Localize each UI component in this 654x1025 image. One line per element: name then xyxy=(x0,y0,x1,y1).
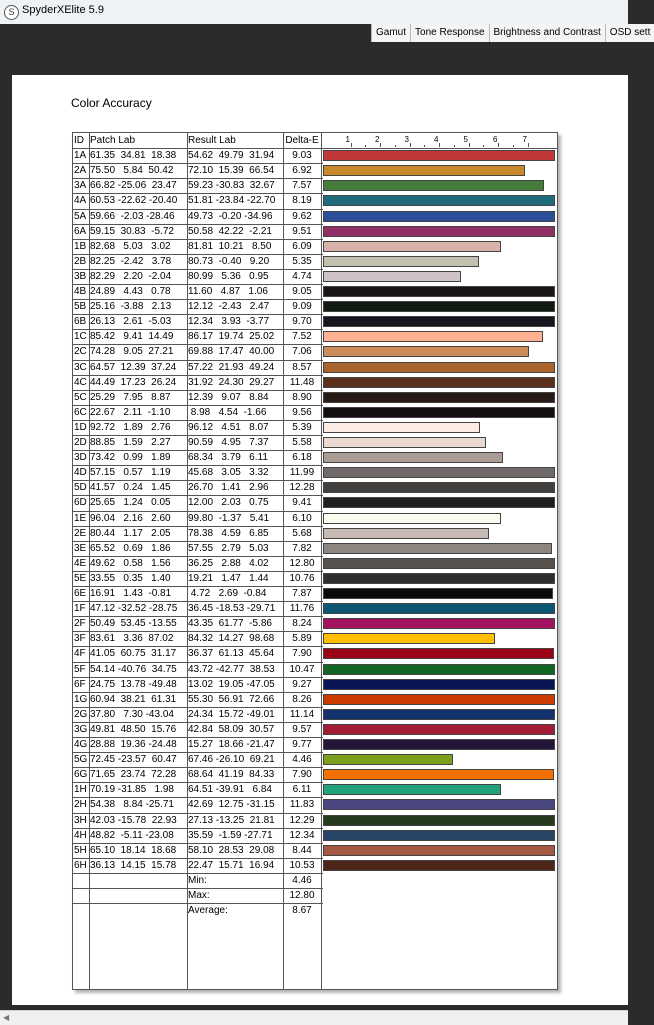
row-result-lab: 27.13 -13.25 21.81 xyxy=(188,814,275,826)
delta-e-bar xyxy=(323,815,555,826)
row-id: 1C xyxy=(74,331,87,343)
delta-e-bar xyxy=(323,558,555,569)
row-patch-lab: 24.89 4.43 0.78 xyxy=(90,286,171,297)
delta-e-bar xyxy=(323,437,486,448)
delta-e-bar xyxy=(323,331,543,342)
row-id: 3D xyxy=(74,452,87,464)
row-patch-lab: 61.35 34.81 18.38 xyxy=(90,150,177,162)
row-id: 1E xyxy=(74,512,87,524)
delta-e-bar xyxy=(323,422,480,433)
row-delta-e: 5.89 xyxy=(292,633,312,645)
row-result-lab: 90.59 4.95 7.37 xyxy=(188,437,269,448)
row-patch-lab: 50.49 53.45 -13.55 xyxy=(90,618,177,630)
row-delta-e: 8.44 xyxy=(292,844,312,856)
row-id: 2G xyxy=(74,708,88,720)
scale-tick-mark xyxy=(528,143,529,147)
row-id: 6B xyxy=(74,316,87,328)
delta-e-bar xyxy=(323,769,554,780)
row-patch-lab: 82.29 2.20 -2.04 xyxy=(90,270,172,282)
row-patch-lab: 83.61 3.36 87.02 xyxy=(90,633,174,645)
row-delta-e: 12.34 xyxy=(289,829,315,841)
row-id: 4C xyxy=(74,376,87,388)
delta-e-bar xyxy=(323,150,555,161)
row-delta-e: 7.87 xyxy=(292,588,312,599)
row-patch-lab: 60.94 38.21 61.31 xyxy=(90,693,177,705)
row-result-lab: 68.64 41.19 84.33 xyxy=(188,769,275,781)
row-delta-e: 12.80 xyxy=(289,557,315,569)
row-id: 3B xyxy=(74,270,87,282)
row-result-lab: 67.46 -26.10 69.21 xyxy=(188,754,275,766)
row-result-lab: 24.34 15.72 -49.01 xyxy=(188,708,275,720)
row-patch-lab: 22.67 2.11 -1.10 xyxy=(90,406,171,418)
row-patch-lab: 36.13 14.15 15.78 xyxy=(90,859,177,871)
row-delta-e: 9.57 xyxy=(292,723,312,735)
delta-e-bar xyxy=(323,709,555,720)
row-patch-lab: 65.52 0.69 1.86 xyxy=(90,542,171,554)
row-patch-lab: 41.57 0.24 1.45 xyxy=(90,482,171,494)
row-delta-e: 6.11 xyxy=(292,784,312,796)
row-delta-e: 8.57 xyxy=(292,361,312,373)
row-id: 1B xyxy=(74,240,87,252)
tab-gamut[interactable]: Gamut xyxy=(371,24,410,42)
row-result-lab: 26.70 1.41 2.96 xyxy=(188,482,269,494)
delta-e-bar xyxy=(323,633,495,644)
row-result-lab: 43.35 61.77 -5.86 xyxy=(188,618,272,630)
delta-e-bar xyxy=(323,860,555,871)
row-id: 3F xyxy=(74,633,86,645)
row-id: 2E xyxy=(74,527,87,539)
row-patch-lab: 70.19 -31.85 1.98 xyxy=(90,784,174,796)
row-delta-e: 7.57 xyxy=(292,180,312,192)
row-patch-lab: 57.15 0.57 1.19 xyxy=(90,467,171,479)
row-id: 3G xyxy=(74,723,88,735)
row-id: 5D xyxy=(74,482,87,494)
row-id: 5H xyxy=(74,844,87,856)
row-result-lab: 81.81 10.21 8.50 xyxy=(188,240,272,252)
row-result-lab: 36.45 -18.53 -29.71 xyxy=(188,603,276,615)
row-id: 1A xyxy=(74,150,87,162)
summary-value: 12.80 xyxy=(289,890,315,901)
window-title: SpyderXElite 5.9 xyxy=(22,4,104,16)
row-patch-lab: 71.65 23.74 72.28 xyxy=(90,769,177,781)
column-divider xyxy=(321,133,322,989)
row-patch-lab: 48.82 -5.11 -23.08 xyxy=(90,829,174,841)
row-patch-lab: 24.75 13.78 -49.48 xyxy=(90,678,177,690)
row-id: 4G xyxy=(74,739,88,750)
row-result-lab: 43.72 -42.77 38.53 xyxy=(188,663,275,675)
row-id: 6H xyxy=(74,859,87,871)
row-result-lab: 15.27 18.66 -21.47 xyxy=(188,739,275,750)
row-delta-e: 10.53 xyxy=(289,859,315,871)
tab-tone-response[interactable]: Tone Response xyxy=(410,24,489,42)
row-id: 6D xyxy=(74,497,87,509)
row-delta-e: 9.62 xyxy=(292,210,312,222)
row-result-lab: 8.98 4.54 -1.66 xyxy=(188,406,267,418)
row-patch-lab: 66.82 -25.06 23.47 xyxy=(90,180,177,192)
row-patch-lab: 82.68 5.03 3.02 xyxy=(90,240,171,252)
delta-e-bar xyxy=(323,452,503,463)
row-result-lab: 31.92 24.30 29.27 xyxy=(188,376,275,388)
tab-bar xyxy=(0,24,651,42)
delta-e-bar xyxy=(323,346,529,357)
delta-e-bar xyxy=(323,830,555,841)
row-patch-lab: 73.42 0.99 1.89 xyxy=(90,452,171,464)
row-result-lab: 59.23 -30.83 32.67 xyxy=(188,180,275,192)
scale-tick-label: 2 xyxy=(375,135,380,144)
scale-tick-label: 5 xyxy=(463,135,468,144)
row-patch-lab: 59.15 30.83 -5.72 xyxy=(90,225,174,237)
row-patch-lab: 64.57 12.39 37.24 xyxy=(90,361,177,373)
row-delta-e: 11.83 xyxy=(289,799,315,811)
row-patch-lab: 59.66 -2.03 -28.46 xyxy=(90,210,175,222)
row-result-lab: 42.69 12.75 -31.15 xyxy=(188,799,275,811)
row-delta-e: 9.70 xyxy=(292,316,312,328)
delta-e-bar xyxy=(323,241,501,252)
row-id: 3E xyxy=(74,542,87,554)
summary-value: 8.67 xyxy=(292,905,312,917)
delta-e-bar xyxy=(323,799,555,810)
summary-value: 4.46 xyxy=(292,874,312,886)
row-delta-e: 5.39 xyxy=(292,421,312,433)
row-result-lab: 45.68 3.05 3.32 xyxy=(188,467,269,479)
row-result-lab: 4.72 2.69 -0.84 xyxy=(188,588,267,599)
delta-e-bar xyxy=(323,286,555,297)
delta-e-bar xyxy=(323,754,453,765)
delta-e-bar xyxy=(323,195,555,206)
row-delta-e: 8.26 xyxy=(292,693,312,705)
row-delta-e: 9.51 xyxy=(292,225,312,237)
header-delta-e: Delta-E xyxy=(285,135,319,146)
row-delta-e: 11.14 xyxy=(289,708,315,720)
row-patch-lab: 26.13 2.61 -5.03 xyxy=(90,316,172,328)
delta-e-bar xyxy=(323,301,555,312)
tab-list xyxy=(371,24,654,42)
row-patch-lab: 60.53 -22.62 -20.40 xyxy=(90,195,178,207)
horizontal-scrollbar[interactable] xyxy=(0,1010,628,1025)
delta-e-bar xyxy=(323,648,554,659)
row-patch-lab: 72.45 -23.57 60.47 xyxy=(90,754,177,766)
delta-e-bar xyxy=(323,543,552,554)
row-delta-e: 9.56 xyxy=(292,406,312,418)
row-delta-e: 5.68 xyxy=(292,527,312,539)
delta-e-bar xyxy=(323,724,555,735)
row-id: 5E xyxy=(74,572,87,584)
delta-e-bar xyxy=(323,618,555,629)
row-id: 4H xyxy=(74,829,87,841)
row-delta-e: 6.18 xyxy=(292,452,312,464)
summary-label: Max: xyxy=(188,890,210,901)
row-id: 6G xyxy=(74,769,88,781)
delta-e-bar xyxy=(323,271,461,282)
row-delta-e: 9.09 xyxy=(292,301,312,313)
scale-minor-tick xyxy=(424,145,425,147)
delta-e-bar xyxy=(323,845,555,856)
header-patch-lab: Patch Lab xyxy=(90,135,136,146)
row-patch-lab: 96.04 2.16 2.60 xyxy=(90,512,171,524)
row-result-lab: 42.84 58.09 30.57 xyxy=(188,723,275,735)
row-result-lab: 49.73 -0.20 -34.96 xyxy=(188,210,273,222)
row-result-lab: 36.37 61.13 45.64 xyxy=(188,648,275,660)
row-result-lab: 72.10 15.39 66.54 xyxy=(188,165,275,177)
row-patch-lab: 80.44 1.17 2.05 xyxy=(90,527,171,539)
row-delta-e: 9.77 xyxy=(292,739,312,750)
scroll-left-arrow-icon[interactable]: ◀ xyxy=(3,1013,10,1022)
row-result-lab: 64.51 -39.91 6.84 xyxy=(188,784,272,796)
scale-tick-label: 4 xyxy=(434,135,439,144)
row-patch-lab: 42.03 -15.78 22.93 xyxy=(90,814,177,826)
scale-minor-tick xyxy=(365,145,366,147)
row-result-lab: 50.58 42.22 -2.21 xyxy=(188,225,272,237)
summary-label: Average: xyxy=(188,905,228,917)
row-id: 1F xyxy=(74,603,86,615)
scale-tick-mark xyxy=(469,143,470,147)
scale-minor-tick xyxy=(395,145,396,147)
row-result-lab: 78.38 4.59 6.85 xyxy=(188,527,269,539)
row-patch-lab: 75.50 5.84 50.42 xyxy=(90,165,174,177)
row-id: 2D xyxy=(74,437,87,448)
row-delta-e: 4.74 xyxy=(292,270,312,282)
row-id: 2F xyxy=(74,618,86,630)
row-delta-e: 9.41 xyxy=(292,497,312,509)
delta-e-bar xyxy=(323,497,555,508)
row-result-lab: 36.25 2.88 4.02 xyxy=(188,557,269,569)
delta-e-bar xyxy=(323,528,489,539)
row-result-lab: 57.22 21.93 49.24 xyxy=(188,361,275,373)
row-patch-lab: 28.88 19.36 -24.48 xyxy=(90,739,177,750)
scale-minor-tick xyxy=(513,145,514,147)
row-delta-e: 11.76 xyxy=(289,603,315,615)
row-patch-lab: 47.12 -32.52 -28.75 xyxy=(90,603,178,615)
scale-tick-mark xyxy=(439,143,440,147)
delta-e-bar xyxy=(323,664,555,675)
row-id: 6F xyxy=(74,678,86,690)
row-delta-e: 6.10 xyxy=(292,512,312,524)
delta-e-bar xyxy=(323,226,555,237)
row-id: 3A xyxy=(74,180,87,192)
row-result-lab: 11.60 4.87 1.06 xyxy=(188,286,268,297)
row-delta-e: 8.90 xyxy=(292,391,312,403)
spyder-logo-icon: S xyxy=(4,5,19,20)
row-delta-e: 7.52 xyxy=(292,331,312,343)
row-result-lab: 80.73 -0.40 9.20 xyxy=(188,255,270,267)
row-delta-e: 4.46 xyxy=(292,754,312,766)
row-delta-e: 7.82 xyxy=(292,542,312,554)
row-delta-e: 9.03 xyxy=(292,150,312,162)
delta-e-bar xyxy=(323,588,553,599)
row-result-lab: 58.10 28.53 29.08 xyxy=(188,844,275,856)
delta-e-bar xyxy=(323,482,555,493)
scale-tick-label: 1 xyxy=(345,135,350,144)
row-id: 3C xyxy=(74,361,87,373)
row-delta-e: 5.35 xyxy=(292,255,312,267)
row-delta-e: 11.99 xyxy=(289,467,315,479)
row-patch-lab: 16.91 1.43 -0.81 xyxy=(90,588,172,599)
delta-e-bar xyxy=(323,180,544,191)
delta-e-bar xyxy=(323,362,555,373)
row-id: 4B xyxy=(74,286,87,297)
scale-tick-mark xyxy=(410,143,411,147)
row-delta-e: 7.90 xyxy=(292,769,312,781)
row-delta-e: 10.76 xyxy=(289,572,315,584)
delta-e-bar xyxy=(323,784,501,795)
color-accuracy-table xyxy=(72,132,558,990)
row-id: 4E xyxy=(74,557,87,569)
row-result-lab: 69.88 17.47 40.00 xyxy=(188,346,275,358)
row-patch-lab: 85.42 9.41 14.49 xyxy=(90,331,174,343)
row-id: 4F xyxy=(74,648,86,660)
delta-e-bar xyxy=(323,467,555,478)
delta-e-bar xyxy=(323,679,555,690)
delta-e-bar xyxy=(323,211,555,222)
row-delta-e: 9.27 xyxy=(292,678,312,690)
row-result-lab: 51.81 -23.84 -22.70 xyxy=(188,195,276,207)
row-patch-lab: 88.85 1.59 2.27 xyxy=(90,437,171,448)
row-patch-lab: 82.25 -2.42 3.78 xyxy=(90,255,172,267)
row-patch-lab: 92.72 1.89 2.76 xyxy=(90,421,171,433)
row-id: 2A xyxy=(74,165,87,177)
row-patch-lab: 41.05 60.75 31.17 xyxy=(90,648,177,660)
row-result-lab: 12.39 9.07 8.84 xyxy=(188,391,269,403)
row-result-lab: 80.99 5.36 0.95 xyxy=(188,270,269,282)
row-delta-e: 7.06 xyxy=(292,346,312,358)
row-id: 1G xyxy=(74,693,88,705)
row-patch-lab: 54.14 -40.76 34.75 xyxy=(90,663,177,675)
row-result-lab: 22.47 15.71 16.94 xyxy=(188,859,275,871)
delta-e-bar xyxy=(323,165,525,176)
row-result-lab: 57.55 2.79 5.03 xyxy=(188,542,269,554)
row-id: 6C xyxy=(74,406,87,418)
delta-e-bar xyxy=(323,392,555,403)
report-title: Color Accuracy xyxy=(71,96,152,110)
row-result-lab: 13.02 19.05 -47.05 xyxy=(188,678,275,690)
row-result-lab: 84.32 14.27 98.68 xyxy=(188,633,275,645)
row-patch-lab: 49.62 0.58 1.56 xyxy=(90,557,171,569)
row-id: 5B xyxy=(74,301,87,313)
row-id: 2C xyxy=(74,346,87,358)
row-id: 5G xyxy=(74,754,88,766)
row-result-lab: 19.21 1.47 1.44 xyxy=(188,572,269,584)
row-delta-e: 7.90 xyxy=(292,648,312,660)
row-id: 6A xyxy=(74,225,87,237)
header-id: ID xyxy=(74,135,84,146)
row-patch-lab: 65.10 18.14 18.68 xyxy=(90,844,177,856)
row-result-lab: 12.00 2.03 0.75 xyxy=(188,497,269,509)
delta-e-bar xyxy=(323,739,555,750)
summary-label: Min: xyxy=(188,874,207,886)
row-id: 5C xyxy=(74,391,87,403)
row-delta-e: 8.24 xyxy=(292,618,312,630)
delta-e-bar xyxy=(323,256,479,267)
row-id: 4A xyxy=(74,195,87,207)
scale-tick-label: 7 xyxy=(522,135,527,144)
tab-brightness-contrast[interactable]: Brightness and Contrast xyxy=(489,24,605,42)
row-delta-e: 12.29 xyxy=(289,814,315,826)
delta-e-bar xyxy=(323,377,555,388)
delta-e-bar xyxy=(323,407,555,418)
row-delta-e: 12.28 xyxy=(289,482,315,494)
scale-tick-mark xyxy=(498,143,499,147)
row-patch-lab: 49.81 48.50 15.76 xyxy=(90,723,177,735)
row-patch-lab: 54.38 8.84 -25.71 xyxy=(90,799,174,811)
row-id: 1H xyxy=(74,784,87,796)
row-delta-e: 10.47 xyxy=(289,663,315,675)
row-result-lab: 96.12 4.51 8.07 xyxy=(188,421,269,433)
delta-e-bar xyxy=(323,603,555,614)
row-delta-e: 9.05 xyxy=(292,286,312,297)
row-delta-e: 6.92 xyxy=(292,165,312,177)
row-patch-lab: 25.65 1.24 0.05 xyxy=(90,497,171,509)
delta-e-bar xyxy=(323,573,555,584)
scale-minor-tick xyxy=(454,145,455,147)
row-id: 3H xyxy=(74,814,87,826)
row-delta-e: 11.48 xyxy=(289,376,315,388)
row-result-lab: 55.30 56.91 72.66 xyxy=(188,693,275,705)
row-id: 5A xyxy=(74,210,87,222)
row-result-lab: 12.34 3.93 -3.77 xyxy=(188,316,270,328)
row-id: 2B xyxy=(74,255,87,267)
delta-e-bar xyxy=(323,513,501,524)
row-result-lab: 12.12 -2.43 2.47 xyxy=(188,301,270,313)
row-patch-lab: 33.55 0.35 1.40 xyxy=(90,572,171,584)
tab-osd-settings[interactable]: OSD sett xyxy=(605,24,654,42)
header-result-lab: Result Lab xyxy=(188,135,236,146)
delta-e-bar xyxy=(323,694,555,705)
row-result-lab: 35.59 -1.59 -27.71 xyxy=(188,829,273,841)
delta-e-bar xyxy=(323,316,555,327)
row-patch-lab: 25.29 7.95 8.87 xyxy=(90,391,171,403)
row-patch-lab: 37.80 7.30 -43.04 xyxy=(90,708,174,720)
row-id: 6E xyxy=(74,588,87,599)
row-id: 5F xyxy=(74,663,86,675)
row-patch-lab: 44.49 17.23 26.24 xyxy=(90,376,177,388)
scale-tick-mark xyxy=(380,143,381,147)
scale-tick-label: 3 xyxy=(404,135,409,144)
row-id: 4D xyxy=(74,467,87,479)
scale-tick-mark xyxy=(351,143,352,147)
scale-minor-tick xyxy=(483,145,484,147)
row-id: 2H xyxy=(74,799,87,811)
row-result-lab: 99.80 -1.37 5.41 xyxy=(188,512,270,524)
row-result-lab: 68.34 3.79 6.11 xyxy=(188,452,268,464)
row-delta-e: 5.58 xyxy=(292,437,312,448)
row-result-lab: 86.17 19.74 25.02 xyxy=(188,331,275,343)
scale-tick-label: 6 xyxy=(493,135,498,144)
row-delta-e: 6.09 xyxy=(292,240,312,252)
row-id: 1D xyxy=(74,421,87,433)
row-patch-lab: 25.16 -3.88 2.13 xyxy=(90,301,172,313)
row-patch-lab: 74.28 9.05 27.21 xyxy=(90,346,174,358)
title-bar xyxy=(0,0,628,25)
row-result-lab: 54.62 49.79 31.94 xyxy=(188,150,275,162)
row-delta-e: 8.19 xyxy=(292,195,312,207)
